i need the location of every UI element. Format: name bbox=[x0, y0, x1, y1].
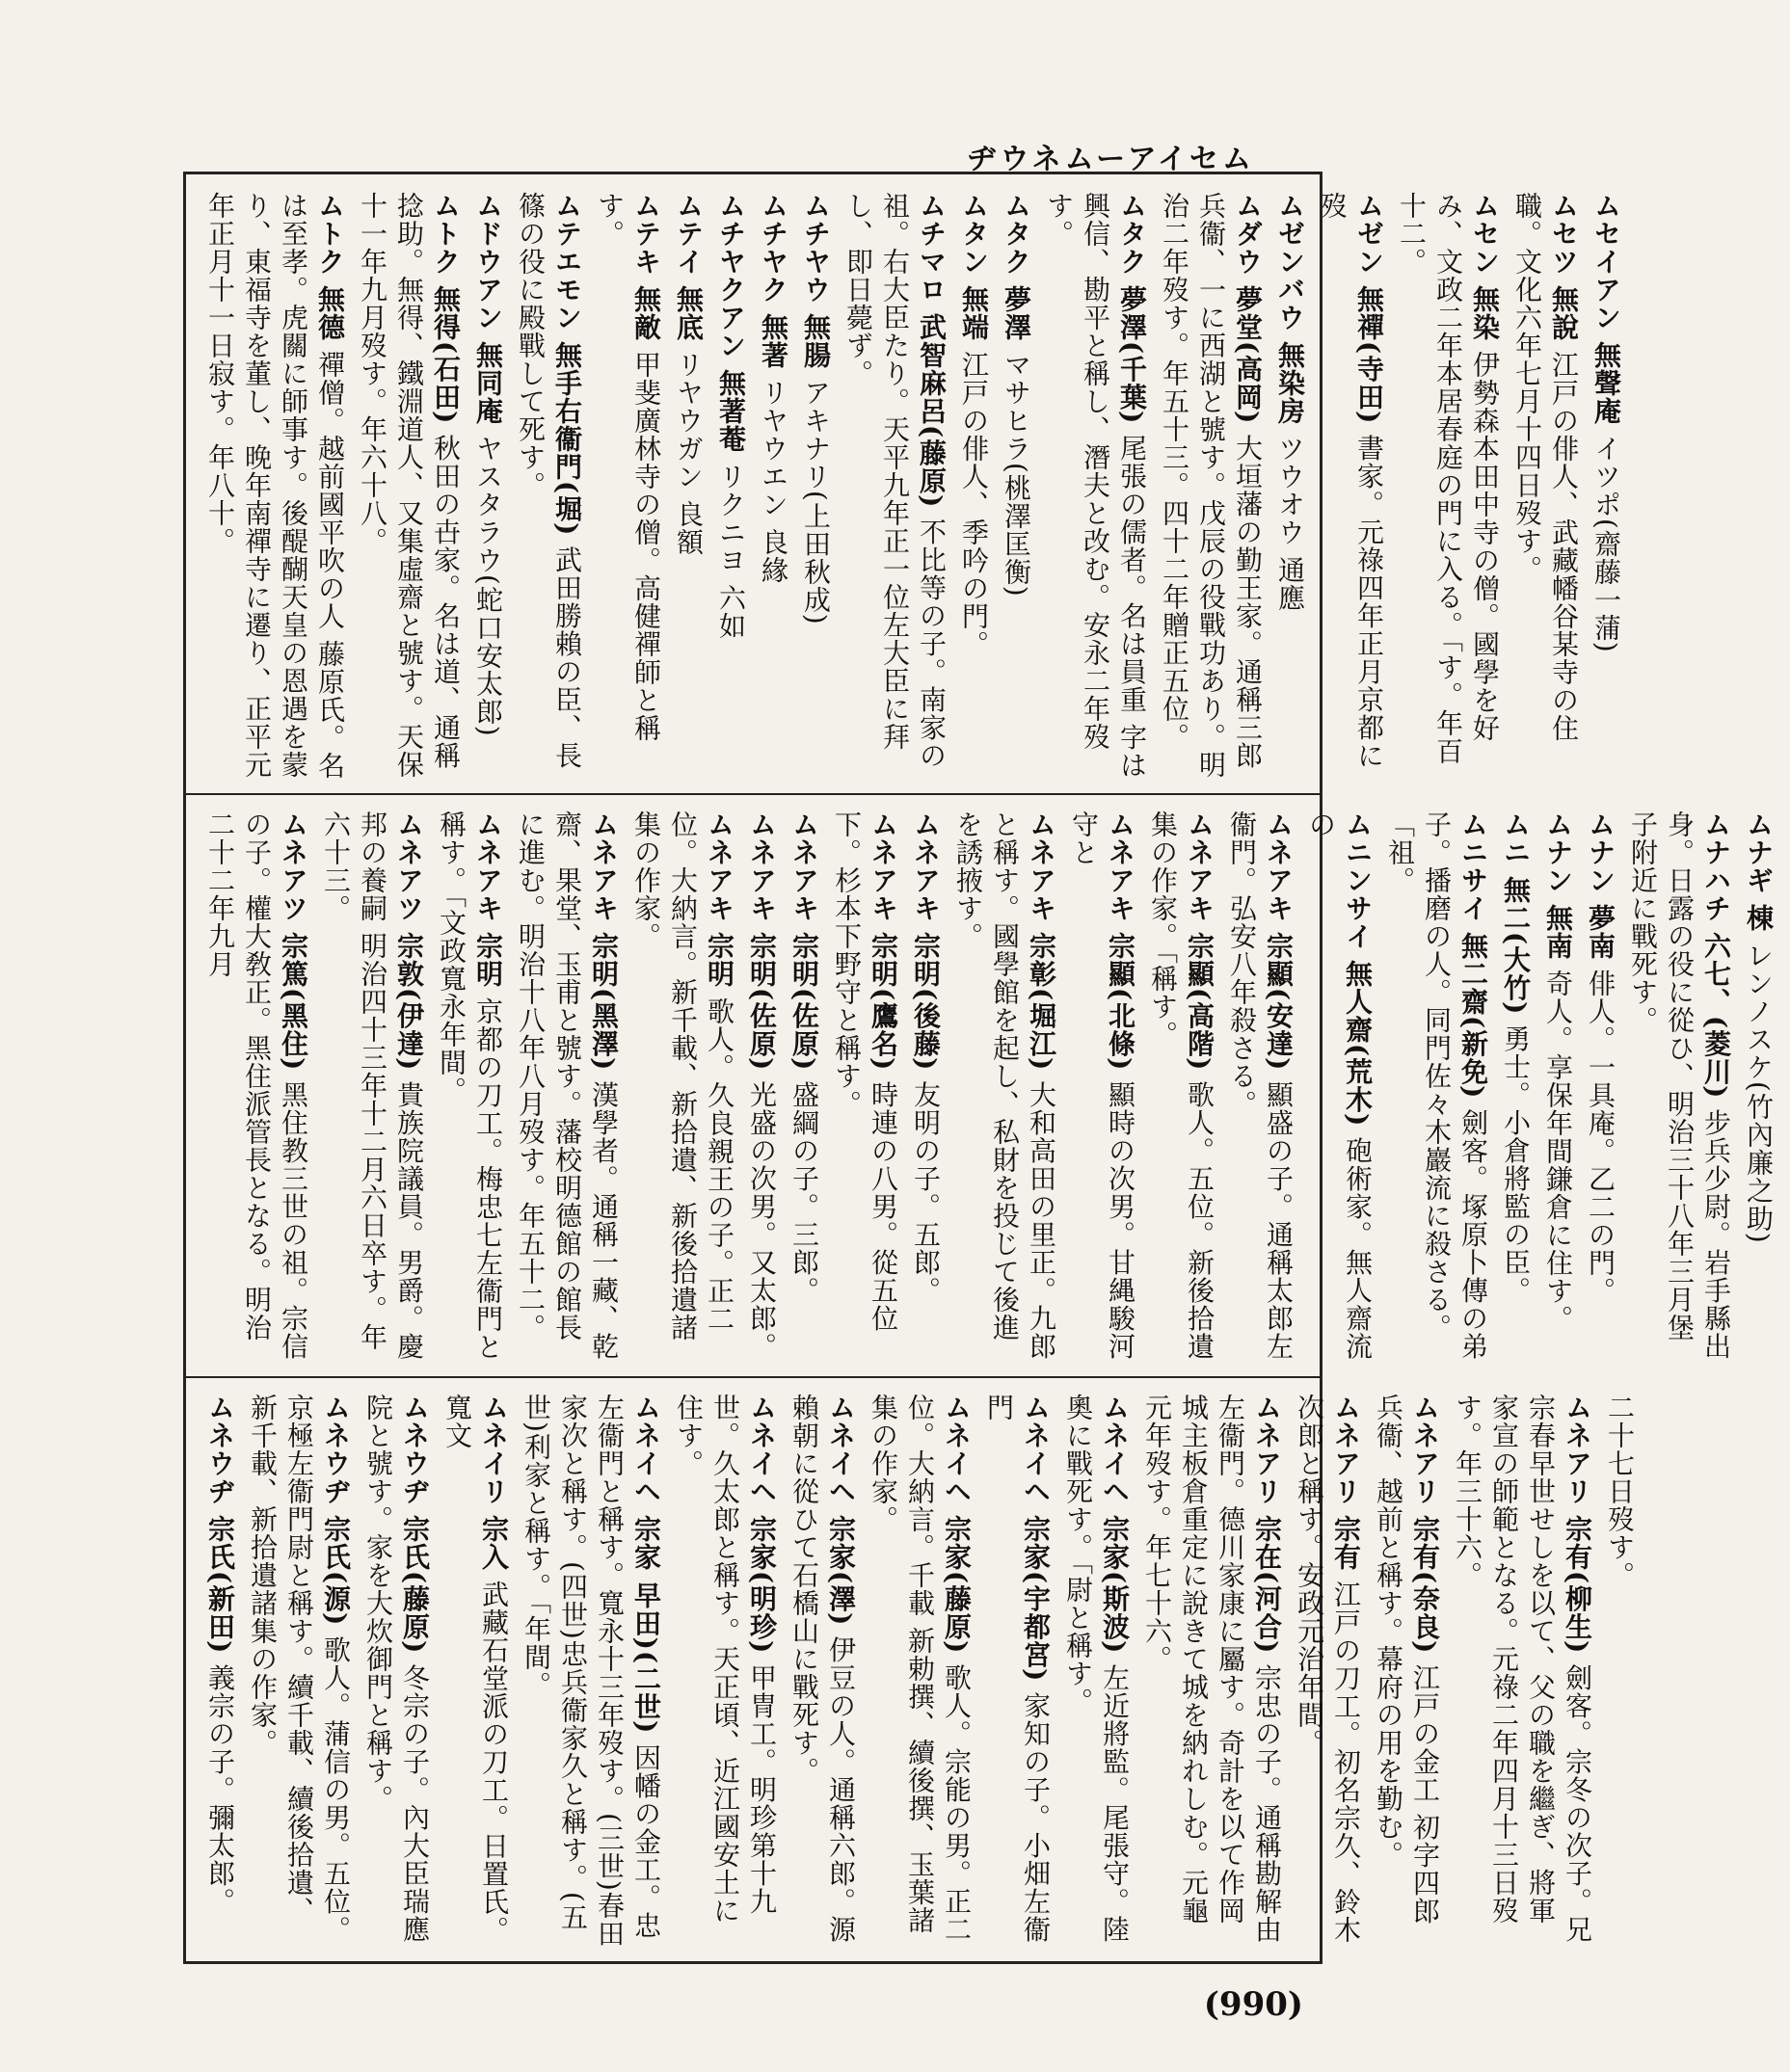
dictionary-entry bbox=[786, 1394, 859, 1952]
entries-band-top bbox=[186, 174, 1622, 795]
dictionary-entry bbox=[1040, 192, 1150, 784]
entry-reading: ムネイヘ bbox=[746, 1394, 778, 1505]
entry-description: 甲冑工。明珍第十九世。久太郎と稱す。天正頃、近江國安土に住す。 bbox=[673, 1394, 778, 1925]
dictionary-entry bbox=[1144, 810, 1217, 1367]
entry-description: 家知の子。小畑左衞門 bbox=[983, 1394, 1052, 1944]
entry-reading: ムチヤク bbox=[758, 192, 789, 304]
entry-headword: 六七、(菱川) bbox=[1700, 931, 1732, 1100]
entry-reading: ムセイアン bbox=[1590, 192, 1622, 332]
entry-headword: 宗有(奈良) bbox=[1409, 1514, 1441, 1655]
entry-description: ヤスタラウ(蛇口安太郎) bbox=[472, 434, 504, 737]
entries-band-bottom bbox=[186, 1376, 1636, 1961]
entry-description: 書家。元祿四年正月京都に歿 bbox=[1317, 192, 1385, 770]
entry-description: 江戸の俳人、武藏幡谷某寺の住職。文化六年七月十四日歿す。 bbox=[1511, 192, 1580, 742]
page-number: (990) bbox=[1203, 1985, 1303, 2024]
running-title: ヂウネムーアイセム bbox=[967, 143, 1255, 176]
dictionary-entry bbox=[360, 1394, 433, 1952]
entry-reading: ムネアキ bbox=[1184, 810, 1216, 922]
dictionary-entry bbox=[1582, 810, 1618, 1367]
entry-description: 不比等の子。南家の祖。右大臣たり。天平九年正一位左大臣に拜し、即日薨ず。 bbox=[842, 192, 948, 770]
entry-headword: 無二齋(新免) bbox=[1457, 931, 1489, 1100]
entry-headword: 宗在(河合) bbox=[1251, 1514, 1283, 1655]
entry-description: 歌人。五位。新後拾遺集の作家。「稱す。 bbox=[1147, 810, 1216, 1361]
entry-reading: ムトク bbox=[314, 192, 346, 276]
entry-description: 歌人。久良親王の子。正二位。大納言。新千載、新拾遺、新後拾遺諸集の作家。 bbox=[630, 810, 735, 1341]
entry-description: ツウオウ 通應 bbox=[1274, 434, 1306, 612]
entry-headword: 宗明(後藤) bbox=[910, 931, 942, 1072]
entry-headword: 宗顯(高階) bbox=[1184, 931, 1216, 1072]
entry-reading: ムネイヘ bbox=[630, 1394, 662, 1505]
entry-reading: ムネアツ bbox=[278, 810, 309, 922]
entry-reading: ムネアキ bbox=[1105, 810, 1136, 922]
entry-reading: ムニ bbox=[1500, 810, 1532, 866]
entry-description: 江戸の金工 初字四郎兵衞、越前と稱す。幕府の用を勤む。 bbox=[1373, 1394, 1441, 1926]
entry-headword: 宗家(明珍) bbox=[746, 1514, 778, 1655]
band-columns bbox=[186, 793, 1790, 1376]
entry-description: 大垣藩の勤王家。通稱三郎兵衞、一に西湖と號す。戊辰の役戰功あり。明治二年歿す。年五十三。四十二年贈正五位。 bbox=[1159, 192, 1264, 779]
dictionary-entry bbox=[591, 192, 664, 784]
dictionary-entry bbox=[518, 1394, 664, 1952]
dictionary-entry bbox=[865, 1394, 975, 1952]
entry-reading: ムドウアン bbox=[472, 192, 504, 332]
dictionary-entry bbox=[1624, 810, 1734, 1367]
entry-headword: 無人齋(荒木) bbox=[1342, 959, 1374, 1128]
dictionary-entry bbox=[201, 810, 311, 1367]
entry-reading: ムネアリ bbox=[1562, 1394, 1593, 1505]
entry-headword: 宗氏(藤原) bbox=[399, 1514, 431, 1655]
entry-description: 勇士。小倉將監の臣。 bbox=[1500, 1024, 1532, 1305]
dictionary-entry bbox=[354, 192, 464, 784]
entry-description: イツポ(齋藤一蒲) bbox=[1590, 434, 1622, 653]
entry-reading: ムチマロ bbox=[916, 192, 948, 304]
entry-description: 冬宗の子。內大臣瑞應院と號す。家を大炊御門と稱す。 bbox=[362, 1394, 431, 1944]
entry-headword: 無腸 bbox=[800, 312, 832, 369]
entry-reading: ムチヤウ bbox=[800, 192, 832, 304]
dictionary-entry bbox=[1370, 1394, 1443, 1952]
entry-description: 劍客。塚原卜傳の弟子。播磨の人。同門佐々木巖流に殺さる。「祖。 bbox=[1384, 810, 1489, 1361]
entry-description: 尾張の儒者。名は員重 字は興信、勘平と稱し、潛夫と改む。安永二年歿す。 bbox=[1043, 192, 1148, 780]
entry-reading: ムネアキ bbox=[910, 810, 942, 922]
dictionary-entry bbox=[1381, 810, 1491, 1367]
entry-description: 秋田の卋家。名は道、通稱捻助。無得、鐵淵道人、又集虛齋と號す。天保十一年九月歿す。年六十八。 bbox=[357, 192, 462, 779]
entry-reading: ムテキ bbox=[630, 192, 662, 276]
dictionary-entry bbox=[786, 810, 822, 1367]
dictionary-entry bbox=[670, 1394, 780, 1952]
entry-reading: ムタク bbox=[1001, 192, 1032, 276]
entry-headword: 宗明 bbox=[704, 931, 735, 988]
dictionary-entry bbox=[1601, 1394, 1638, 1952]
entry-headword: 無南 bbox=[1542, 903, 1574, 960]
entry-headword: 宗明(佐原) bbox=[746, 931, 778, 1072]
entry-description: アキナリ(上田秋成) bbox=[800, 378, 832, 625]
entry-reading: ムダウ bbox=[1232, 192, 1264, 276]
entry-description: リヤウガン 良額 bbox=[673, 350, 705, 556]
entry-description: 奇人。享保年間鎌倉に住す。 bbox=[1542, 969, 1574, 1333]
dictionary-entry bbox=[797, 192, 834, 784]
band-columns bbox=[186, 1376, 1651, 1961]
entry-reading: ムナハチ bbox=[1700, 810, 1732, 922]
dictionary-entry bbox=[1302, 810, 1376, 1367]
entry-headword: 無敵 bbox=[630, 284, 662, 341]
entry-reading: ムナギ bbox=[1743, 810, 1775, 894]
entry-headword: 宗有(柳生) bbox=[1562, 1514, 1593, 1655]
dictionary-entry bbox=[1291, 1394, 1364, 1952]
entry-headword: 無二(大竹) bbox=[1500, 875, 1532, 1016]
dictionary-entry bbox=[512, 810, 622, 1367]
entry-headword: 無著 bbox=[758, 312, 789, 369]
entry-headword: 無端 bbox=[958, 284, 990, 341]
entry-reading: ムセン bbox=[1469, 192, 1501, 276]
dictionary-entry bbox=[1156, 192, 1266, 784]
dictionary-entry bbox=[1059, 1394, 1133, 1952]
dictionary-entry bbox=[1509, 192, 1582, 784]
entry-reading: ムネウヂ bbox=[320, 1394, 352, 1505]
dictionary-entry bbox=[1314, 192, 1387, 784]
entry-headword: 夢澤(千葉) bbox=[1116, 284, 1148, 425]
entry-description: 歌人。宗能の男。正二位。大納言。千載 新勅撰、續後撰、玉葉諸集の作家。 bbox=[868, 1394, 973, 1944]
dictionary-entry bbox=[828, 810, 901, 1367]
entry-reading: ムセツ bbox=[1548, 192, 1580, 276]
entry-reading: ムナン bbox=[1542, 810, 1574, 894]
entry-headword: 宗氏(源) bbox=[320, 1514, 352, 1627]
dictionary-entry bbox=[317, 810, 427, 1367]
entry-headword: 無染房 bbox=[1274, 340, 1306, 425]
entry-reading: ムネウヂ bbox=[399, 1394, 431, 1505]
entry-reading: ムタク bbox=[1116, 192, 1148, 276]
entry-headword: 宗敦(伊達) bbox=[393, 931, 425, 1072]
dictionary-entry bbox=[439, 1394, 512, 1952]
entry-reading: ムネアリ bbox=[1330, 1394, 1362, 1505]
entry-headword: 宗明 bbox=[472, 931, 504, 988]
entry-description: 友明の子。五郎。 bbox=[910, 1080, 942, 1305]
entry-headword: 宗彰(堀江) bbox=[1026, 931, 1057, 1072]
entry-headword: 宗篤(黑住) bbox=[278, 931, 309, 1072]
entry-description: 顯盛の子。通稱太郎左衞門。弘安八年殺さる。 bbox=[1226, 810, 1295, 1361]
entry-reading: ムテエモン bbox=[551, 192, 583, 332]
entry-headword: 宗家 早田)(二世) bbox=[630, 1514, 662, 1735]
entry-headword: 宗明(佐原) bbox=[788, 931, 820, 1072]
entry-description: リクニヨ 六如 bbox=[715, 462, 747, 640]
entry-headword: 無禪(寺田) bbox=[1353, 284, 1385, 425]
dictionary-entry bbox=[628, 810, 737, 1367]
entry-reading: ムネアキ bbox=[1026, 810, 1057, 922]
entry-reading: ムネイヘ bbox=[1099, 1394, 1131, 1505]
band-columns bbox=[186, 174, 1638, 793]
entry-description: 二十七日歿す。 bbox=[1604, 1394, 1636, 1589]
entry-description: 光盛の次男。又太郎。 bbox=[746, 1080, 778, 1361]
entry-reading: ムネアキ bbox=[588, 810, 620, 922]
dictionary-entry bbox=[955, 192, 992, 784]
entry-headword: 無說 bbox=[1548, 284, 1580, 341]
entry-description: 甲斐廣林寺の僧。高健禪師と稱す。 bbox=[594, 192, 662, 742]
entry-description: 黑住教三世の祖。宗信の子。權大敎正。黑住派管長となる。明治二十二年九月 bbox=[204, 810, 309, 1361]
entry-reading: ムネアツ bbox=[393, 810, 425, 922]
entry-reading: ムネアキ bbox=[746, 810, 778, 922]
entry-reading: ムネアキ bbox=[704, 810, 735, 922]
entry-reading: ムチヤクアン bbox=[715, 192, 747, 359]
entry-headword: 武智麻呂(藤原) bbox=[916, 312, 948, 509]
dictionary-entry bbox=[907, 810, 944, 1367]
entry-headword: 宗家(斯波) bbox=[1099, 1514, 1131, 1655]
entry-description: 伊勢森本田中寺の僧。國學を好み、文政二年本居春庭の門に入る。「す。年百十二。 bbox=[1396, 192, 1501, 765]
dictionary-entry bbox=[840, 192, 949, 784]
dictionary-entry bbox=[469, 192, 506, 784]
entry-reading: ムテイ bbox=[673, 192, 705, 276]
entry-description: 武藏石堂派の刀工。日置氏。寬文 bbox=[441, 1394, 510, 1944]
entry-description: 顯時の次男。甘縄駿河守と bbox=[1068, 810, 1136, 1361]
entry-reading: ムネイヘ bbox=[941, 1394, 973, 1505]
entry-description: 江戸の俳人、季吟の門。 bbox=[958, 350, 990, 658]
entry-reading: ムタン bbox=[958, 192, 990, 276]
entry-description: 因幡の金工。忠左衞門と稱す。寬永十三年歿す。(三世)春田家次と稱す。(四世)忠兵衞家久と稱す。(五世)利家と稱す。「年間。 bbox=[521, 1394, 662, 1948]
entry-headword: 無德 bbox=[314, 284, 346, 341]
entry-reading: ムゼンバウ bbox=[1274, 192, 1306, 332]
entry-headword: 宗氏(新田) bbox=[204, 1514, 236, 1655]
entry-description: 京都の刀工。梅忠七左衞門と稱す。「文政寬永年間。 bbox=[436, 810, 504, 1361]
dictionary-entry bbox=[244, 1394, 354, 1952]
entry-reading: ムネイリ bbox=[478, 1394, 510, 1505]
dictionary-entry bbox=[670, 192, 707, 784]
entry-headword: 無得(石田) bbox=[430, 284, 462, 425]
dictionary-entry bbox=[1449, 1394, 1595, 1952]
entry-description: 禪僧。越前國平吹の人 藤原氏。名は至孝。虎關に師事す。後醍醐天皇の恩遇を蒙り、東福寺を董し、晚年南禪寺に遷り、正平元年正月十一日寂す。年八十。 bbox=[204, 192, 346, 780]
entry-description: リヤウエン 良緣 bbox=[758, 378, 789, 584]
dictionary-entry bbox=[1138, 1394, 1285, 1952]
entry-headword: 無聲庵 bbox=[1590, 340, 1622, 425]
entries-band-middle bbox=[186, 793, 1775, 1378]
entry-description: 大和高田の里正。九郎と稱す。國學館を起し、私財を投じて後進を誘掖す。 bbox=[952, 810, 1057, 1361]
entry-description: 砲術家。無人齋流の bbox=[1305, 810, 1374, 1361]
entry-reading: ムネウヂ bbox=[204, 1394, 236, 1505]
dictionary-entry bbox=[1588, 192, 1624, 784]
dictionary-entry bbox=[512, 192, 585, 784]
entry-headword: 宗有 bbox=[1330, 1514, 1362, 1571]
entry-description: 宗忠の子。通稱勘解由左衞門。德川家康に屬す。奇計を以て作岡城主板倉重定に說きて城を納れしむ。元龜元年歿す。年七十六。 bbox=[1141, 1394, 1283, 1944]
entry-reading: ムネアリ bbox=[1409, 1394, 1441, 1505]
entry-headword: 無著菴 bbox=[715, 368, 747, 453]
entry-headword: 無底 bbox=[673, 284, 705, 341]
entry-description: 伊豆の人。通稱六郎。源賴朝に從ひて石橋山に戰死す。 bbox=[788, 1394, 857, 1944]
dictionary-entry bbox=[712, 192, 749, 784]
entry-description: レンノスケ(竹內廉之助) bbox=[1743, 941, 1775, 1244]
entry-description: 貴族院議員。男爵。慶邦の養嗣 明治四十三年十二月六日卒す。年六十三。 bbox=[320, 810, 425, 1361]
entry-reading: ムネアキ bbox=[868, 810, 899, 922]
dictionary-entry bbox=[743, 810, 780, 1367]
entry-headword: 宗顯(北條) bbox=[1105, 931, 1136, 1072]
dictionary-entry bbox=[1223, 810, 1296, 1367]
entry-headword: 宗入 bbox=[478, 1514, 510, 1571]
entry-description: 時連の八男。從五位下。杉本下野守と稱す。 bbox=[831, 810, 899, 1333]
dictionary-entry bbox=[1539, 810, 1576, 1367]
dictionary-entry bbox=[201, 192, 348, 784]
entry-reading: ムネアキ bbox=[472, 810, 504, 922]
dictionary-entry bbox=[1497, 810, 1534, 1367]
dictionary-page-frame bbox=[183, 172, 1775, 1964]
entry-description: 歌人。蒲信の男。五位。京極左衞門尉と稱す。續千載、續後拾遺、新千載、新拾遺諸集の作家。 bbox=[247, 1394, 352, 1944]
entry-reading: ムゼン bbox=[1353, 192, 1385, 276]
entry-headword: 宗家(宇都宮) bbox=[1020, 1514, 1052, 1683]
entry-description: 義宗の子。彌太郎。 bbox=[204, 1663, 236, 1916]
entry-reading: ムトク bbox=[430, 192, 462, 276]
dictionary-entry bbox=[1393, 192, 1503, 784]
entry-headword: 夢堂(高岡) bbox=[1232, 284, 1264, 425]
entry-description: マサヒラ(桃澤匡衡) bbox=[1001, 350, 1032, 598]
dictionary-entry bbox=[998, 192, 1034, 784]
entry-headword: 棟 bbox=[1743, 903, 1775, 932]
dictionary-entry bbox=[433, 810, 506, 1367]
entry-description: 盛綱の子。三郎。 bbox=[788, 1080, 820, 1305]
entry-reading: ムナン bbox=[1585, 810, 1616, 894]
entry-reading: ムネイヘ bbox=[825, 1394, 857, 1505]
entry-reading: ムニサイ bbox=[1457, 810, 1489, 922]
entry-headword: 無染 bbox=[1469, 284, 1501, 341]
entry-headword: 宗家(澤) bbox=[825, 1514, 857, 1627]
entry-headword: 無手右衞門(堀) bbox=[551, 340, 583, 537]
dictionary-entry bbox=[1271, 192, 1308, 784]
entry-headword: 無同庵 bbox=[472, 340, 504, 425]
entry-reading: ムネアリ bbox=[1251, 1394, 1283, 1505]
entry-reading: ムネアキ bbox=[788, 810, 820, 922]
dictionary-entry bbox=[980, 1394, 1054, 1952]
entry-description: 左近將監。尾張守。陸奧に戰死す。「尉と稱す。 bbox=[1062, 1394, 1131, 1944]
entry-headword: 宗家(藤原) bbox=[941, 1514, 973, 1655]
entry-description: 漢學者。通稱一藏、乾齋、果堂、玉甫と號す。藩校明德館の館長に進む。明治十八年八月歿す。年五十二。 bbox=[515, 810, 620, 1361]
dictionary-entry bbox=[755, 192, 791, 784]
entry-reading: ムニンサイ bbox=[1342, 810, 1374, 950]
entry-description: 劍客。宗冬の次子。兄宗春早世せしを以て、父の職を繼ぎ、將軍家宣の師範となる。元祿二年四月十三日歿す。年三十六。 bbox=[1452, 1394, 1593, 1944]
dictionary-entry bbox=[1740, 810, 1777, 1367]
entry-headword: 夢澤 bbox=[1001, 284, 1032, 341]
dictionary-entry bbox=[1065, 810, 1138, 1367]
entry-reading: ムネアキ bbox=[1263, 810, 1295, 922]
dictionary-entry bbox=[201, 1394, 238, 1952]
entry-description: 武田勝賴の臣、長篠の役に殿戰して死す。 bbox=[515, 192, 583, 770]
entry-headword: 宗明(鷹名) bbox=[868, 931, 899, 1072]
dictionary-entry bbox=[949, 810, 1059, 1367]
entry-headword: 宗顯(安達) bbox=[1263, 931, 1295, 1072]
entry-headword: 宗明(黑澤) bbox=[588, 931, 620, 1072]
entry-description: 江戸の刀工。初名宗久、鈴木次郎と稱す。安政元治年間。 bbox=[1294, 1394, 1362, 1944]
entry-description: 步兵少尉。岩手縣出身。日露の役に從ひ、明治三十八年三月堡子附近に戰死す。 bbox=[1627, 810, 1732, 1361]
entry-reading: ムネイヘ bbox=[1020, 1394, 1052, 1505]
entry-headword: 夢南 bbox=[1585, 903, 1616, 960]
entry-description: 俳人。一具庵。乙二の門。 bbox=[1585, 969, 1616, 1305]
